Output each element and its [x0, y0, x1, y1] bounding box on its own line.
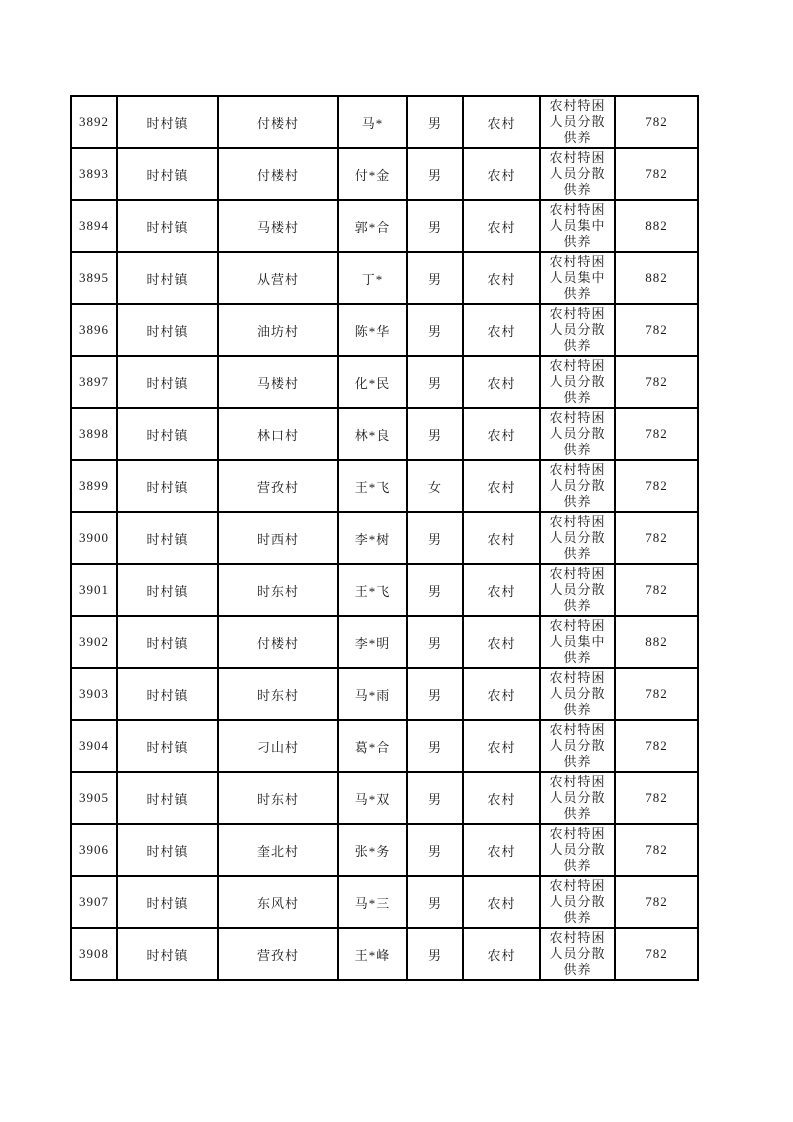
cell-town: 时村镇: [117, 252, 218, 304]
cell-area-type: 农村: [463, 668, 540, 720]
cell-amount: 782: [615, 148, 698, 200]
cell-amount: 782: [615, 564, 698, 616]
cell-sequence-number: 3903: [71, 668, 117, 720]
cell-town: 时村镇: [117, 200, 218, 252]
cell-village: 营孜村: [218, 460, 338, 512]
cell-amount: 782: [615, 460, 698, 512]
cell-village: 时东村: [218, 668, 338, 720]
cell-town: 时村镇: [117, 720, 218, 772]
cell-sequence-number: 3893: [71, 148, 117, 200]
cell-category: [540, 304, 615, 356]
cell-gender: 男: [407, 304, 463, 356]
cell-gender: 男: [407, 252, 463, 304]
cell-amount: 782: [615, 408, 698, 460]
cell-amount: 882: [615, 200, 698, 252]
cell-amount: 782: [615, 512, 698, 564]
cell-town: 时村镇: [117, 356, 218, 408]
cell-town: 时村镇: [117, 460, 218, 512]
cell-village: 马楼村: [218, 356, 338, 408]
cell-village: 马楼村: [218, 200, 338, 252]
cell-category-text: 农村特困人员分散供养: [549, 462, 606, 509]
cell-area-type: 农村: [463, 720, 540, 772]
cell-town: 时村镇: [117, 96, 218, 148]
records-table: [70, 95, 699, 981]
cell-gender: 女: [407, 460, 463, 512]
cell-category-text: 农村特困人员分散供养: [549, 98, 606, 145]
cell-person-name: 付*金: [338, 148, 407, 200]
cell-category-text: 农村特困人员分散供养: [549, 826, 606, 873]
table-row: [71, 200, 698, 252]
cell-person-name: 李*树: [338, 512, 407, 564]
cell-amount: 782: [615, 772, 698, 824]
cell-category-text: 农村特困人员分散供养: [549, 670, 606, 717]
cell-village: 奎北村: [218, 824, 338, 876]
table-row: [71, 616, 698, 668]
cell-area-type: 农村: [463, 408, 540, 460]
cell-gender: 男: [407, 512, 463, 564]
cell-person-name: 马*雨: [338, 668, 407, 720]
cell-town: 时村镇: [117, 512, 218, 564]
cell-area-type: 农村: [463, 512, 540, 564]
cell-category-text: 农村特困人员分散供养: [549, 930, 606, 977]
cell-sequence-number: 3895: [71, 252, 117, 304]
cell-sequence-number: 3894: [71, 200, 117, 252]
cell-area-type: 农村: [463, 460, 540, 512]
cell-category-text: 农村特困人员集中供养: [549, 254, 606, 301]
cell-category-text: 农村特困人员集中供养: [549, 202, 606, 249]
cell-category: [540, 408, 615, 460]
cell-sequence-number: 3900: [71, 512, 117, 564]
cell-village: 付楼村: [218, 148, 338, 200]
table-row: [71, 252, 698, 304]
cell-gender: 男: [407, 668, 463, 720]
table-row: [71, 96, 698, 148]
cell-person-name: 张*务: [338, 824, 407, 876]
cell-sequence-number: 3898: [71, 408, 117, 460]
table-row: [71, 772, 698, 824]
cell-amount: 782: [615, 876, 698, 928]
cell-person-name: 王*飞: [338, 460, 407, 512]
cell-village: 东风村: [218, 876, 338, 928]
cell-person-name: 丁*: [338, 252, 407, 304]
cell-category-text: 农村特困人员分散供养: [549, 306, 606, 353]
table-row: [71, 928, 698, 980]
cell-sequence-number: 3902: [71, 616, 117, 668]
cell-category-text: 农村特困人员分散供养: [549, 358, 606, 405]
cell-area-type: 农村: [463, 616, 540, 668]
table-row: [71, 460, 698, 512]
cell-sequence-number: 3897: [71, 356, 117, 408]
cell-gender: 男: [407, 564, 463, 616]
cell-category-text: 农村特困人员分散供养: [549, 774, 606, 821]
cell-person-name: 李*明: [338, 616, 407, 668]
cell-village: 刁山村: [218, 720, 338, 772]
cell-area-type: 农村: [463, 928, 540, 980]
cell-amount: 782: [615, 928, 698, 980]
cell-village: 时东村: [218, 772, 338, 824]
table-row: [71, 564, 698, 616]
cell-sequence-number: 3906: [71, 824, 117, 876]
cell-category: [540, 356, 615, 408]
cell-gender: 男: [407, 356, 463, 408]
cell-category: [540, 616, 615, 668]
cell-town: 时村镇: [117, 616, 218, 668]
cell-town: 时村镇: [117, 824, 218, 876]
cell-town: 时村镇: [117, 564, 218, 616]
cell-person-name: 陈*华: [338, 304, 407, 356]
cell-category-text: 农村特困人员分散供养: [549, 150, 606, 197]
cell-category: [540, 876, 615, 928]
cell-gender: 男: [407, 200, 463, 252]
cell-category: [540, 668, 615, 720]
cell-category: [540, 928, 615, 980]
cell-area-type: 农村: [463, 564, 540, 616]
cell-gender: 男: [407, 772, 463, 824]
cell-village: 从营村: [218, 252, 338, 304]
cell-category: [540, 824, 615, 876]
cell-amount: 782: [615, 720, 698, 772]
cell-category: [540, 200, 615, 252]
cell-gender: 男: [407, 824, 463, 876]
cell-person-name: 王*飞: [338, 564, 407, 616]
cell-category-text: 农村特困人员分散供养: [549, 410, 606, 457]
cell-gender: 男: [407, 616, 463, 668]
cell-sequence-number: 3901: [71, 564, 117, 616]
cell-town: 时村镇: [117, 304, 218, 356]
cell-gender: 男: [407, 148, 463, 200]
table-row: [71, 356, 698, 408]
cell-area-type: 农村: [463, 252, 540, 304]
cell-area-type: 农村: [463, 148, 540, 200]
cell-category-text: 农村特困人员分散供养: [549, 722, 606, 769]
cell-amount: 782: [615, 824, 698, 876]
cell-village: 营孜村: [218, 928, 338, 980]
table-row: [71, 148, 698, 200]
cell-town: 时村镇: [117, 408, 218, 460]
cell-village: 时东村: [218, 564, 338, 616]
cell-town: 时村镇: [117, 772, 218, 824]
cell-person-name: 王*峰: [338, 928, 407, 980]
cell-area-type: 农村: [463, 304, 540, 356]
cell-gender: 男: [407, 720, 463, 772]
cell-amount: 782: [615, 668, 698, 720]
cell-amount: 782: [615, 304, 698, 356]
cell-village: 付楼村: [218, 616, 338, 668]
cell-town: 时村镇: [117, 668, 218, 720]
cell-town: 时村镇: [117, 928, 218, 980]
cell-person-name: 林*良: [338, 408, 407, 460]
cell-area-type: 农村: [463, 824, 540, 876]
cell-category: [540, 460, 615, 512]
cell-sequence-number: 3904: [71, 720, 117, 772]
records-table-body: [71, 96, 698, 980]
cell-village: 林口村: [218, 408, 338, 460]
cell-area-type: 农村: [463, 356, 540, 408]
table-row: [71, 512, 698, 564]
cell-village: 付楼村: [218, 96, 338, 148]
table-row: [71, 876, 698, 928]
table-row: [71, 824, 698, 876]
cell-amount: 782: [615, 96, 698, 148]
cell-town: 时村镇: [117, 876, 218, 928]
cell-village: 油坊村: [218, 304, 338, 356]
cell-person-name: 马*三: [338, 876, 407, 928]
cell-gender: 男: [407, 928, 463, 980]
cell-sequence-number: 3896: [71, 304, 117, 356]
table-row: [71, 304, 698, 356]
cell-category: [540, 720, 615, 772]
cell-person-name: 葛*合: [338, 720, 407, 772]
cell-person-name: 郭*合: [338, 200, 407, 252]
cell-sequence-number: 3899: [71, 460, 117, 512]
cell-gender: 男: [407, 408, 463, 460]
cell-person-name: 马*双: [338, 772, 407, 824]
cell-sequence-number: 3892: [71, 96, 117, 148]
cell-category-text: 农村特困人员分散供养: [549, 514, 606, 561]
table-row: [71, 720, 698, 772]
cell-sequence-number: 3907: [71, 876, 117, 928]
cell-gender: 男: [407, 96, 463, 148]
cell-amount: 782: [615, 356, 698, 408]
cell-category: [540, 148, 615, 200]
cell-category-text: 农村特困人员分散供养: [549, 566, 606, 613]
cell-area-type: 农村: [463, 200, 540, 252]
cell-category: [540, 512, 615, 564]
table-row: [71, 668, 698, 720]
cell-category: [540, 96, 615, 148]
cell-gender: 男: [407, 876, 463, 928]
cell-category: [540, 252, 615, 304]
cell-area-type: 农村: [463, 876, 540, 928]
table-row: [71, 408, 698, 460]
cell-amount: 882: [615, 252, 698, 304]
cell-person-name: 马*: [338, 96, 407, 148]
cell-amount: 882: [615, 616, 698, 668]
cell-category: [540, 772, 615, 824]
cell-category: [540, 564, 615, 616]
cell-sequence-number: 3905: [71, 772, 117, 824]
cell-area-type: 农村: [463, 772, 540, 824]
cell-sequence-number: 3908: [71, 928, 117, 980]
cell-person-name: 化*民: [338, 356, 407, 408]
cell-category-text: 农村特困人员集中供养: [549, 618, 606, 665]
cell-village: 时西村: [218, 512, 338, 564]
cell-town: 时村镇: [117, 148, 218, 200]
cell-category-text: 农村特困人员分散供养: [549, 878, 606, 925]
cell-area-type: 农村: [463, 96, 540, 148]
